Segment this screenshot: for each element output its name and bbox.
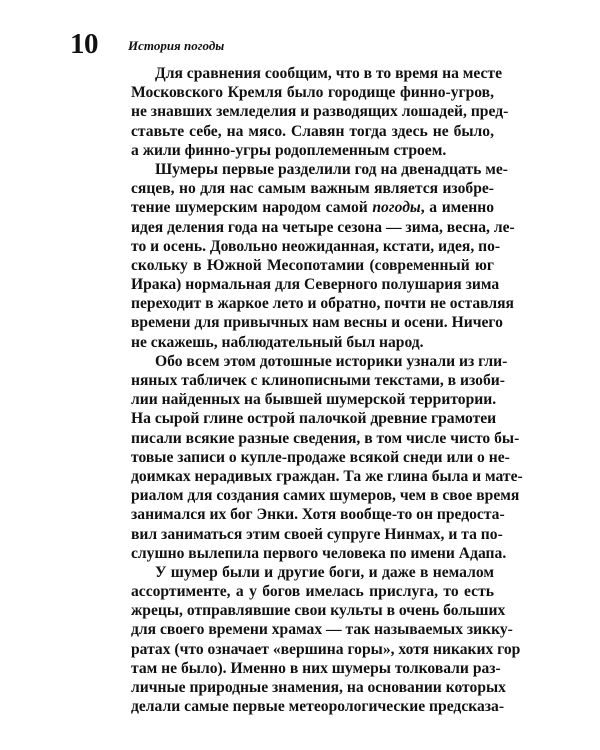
text-line: идея деления года на четыре сезона — зима, весна, ле- [131, 218, 515, 236]
text-line: риалом для создания самих шумеров, чем в свое время [131, 487, 520, 505]
text-line: не знавших земледелия и разводящих лошадей, пред- [131, 103, 509, 121]
text-line: для своего времени храмах — так называемых зикку- [131, 621, 513, 639]
text-line: личные природные знамения, на основании которых [131, 679, 506, 696]
text-line: там не было). Именно в них шумеры толковали раз- [131, 659, 501, 677]
text-span: , а именно [420, 199, 494, 217]
text-line: сяцев, но для нас самым важным является изобре- [131, 180, 494, 198]
paragraph [131, 64, 509, 160]
text-line: не скажешь, наблюдательный был народ. [131, 333, 424, 351]
text-line: слушно вылепила первого человека по имени Адапа. [131, 544, 507, 562]
text-line: Ирака) нормальная для Северного полушария зима [131, 276, 500, 294]
text-line: скольку в Южной Месопотамии (современный юг [131, 256, 494, 274]
text-line: делали самые первые метеорологические предсказа- [131, 698, 505, 716]
paragraph [131, 352, 523, 563]
paragraph [131, 563, 521, 717]
text-line: доимках нерадивых граждан. Та же глина была и мате- [131, 467, 523, 485]
text-line: Для сравнения сообщим, что в то время на месте [155, 65, 503, 82]
paragraph [131, 160, 515, 352]
text-line: занимался их бог Энки. Хотя вообще-то он предоста- [131, 506, 505, 524]
text-line: писали всякие разные сведения, в том числе чисто бы- [131, 429, 520, 447]
text-line [131, 198, 494, 217]
text-line: жрецы, отправлявшие свои культы в очень больших [131, 602, 506, 620]
text-line: ставьте себе, на мясо. Славян тогда здесь не было, [131, 122, 494, 140]
body-text [131, 64, 523, 716]
text-line: то и осень. Довольно неожиданная, кстати, идея, по- [131, 237, 501, 255]
text-line: ратах (что означает «вершина горы», хотя никаких гор [131, 640, 521, 658]
text-line: няных табличек с клинописными текстами, в изоби- [131, 372, 505, 389]
page-number: 10 [70, 28, 98, 60]
text-line: ассортименте, а у богов имелась прислуга, то есть [131, 583, 494, 601]
text-line: Московского Кремля было городище финно-угров, [131, 84, 494, 102]
running-title: История погоды [128, 38, 225, 53]
italic-term: погоды [372, 199, 421, 217]
text-line: На сырой глине острой палочкой древние грамотеи [131, 410, 497, 428]
text-line: а жили финно-угры родоплеменным строем. [131, 141, 447, 159]
text-line: вил заниматься этим своей супруге Нинмах, и та по- [131, 525, 503, 543]
text-line: Шумеры первые разделили год на двенадцать ме- [155, 160, 508, 178]
text-line: времени для привычных нам весны и осени. Ничего [131, 314, 503, 332]
text-span: тение шумерским народом самой [131, 199, 373, 217]
text-line: переходит в жаркое лето и обратно, почти не оставляя [131, 295, 514, 313]
text-line: товые записи о купле-продаже всякой снеди или о не- [131, 448, 510, 466]
text-line: У шумер были и другие боги, и даже в немалом [155, 563, 494, 581]
text-line: лии найденных на бывшей шумерской территории. [131, 391, 497, 409]
text-line: Обо всем этом дотошные историки узнали из гли- [155, 352, 508, 370]
